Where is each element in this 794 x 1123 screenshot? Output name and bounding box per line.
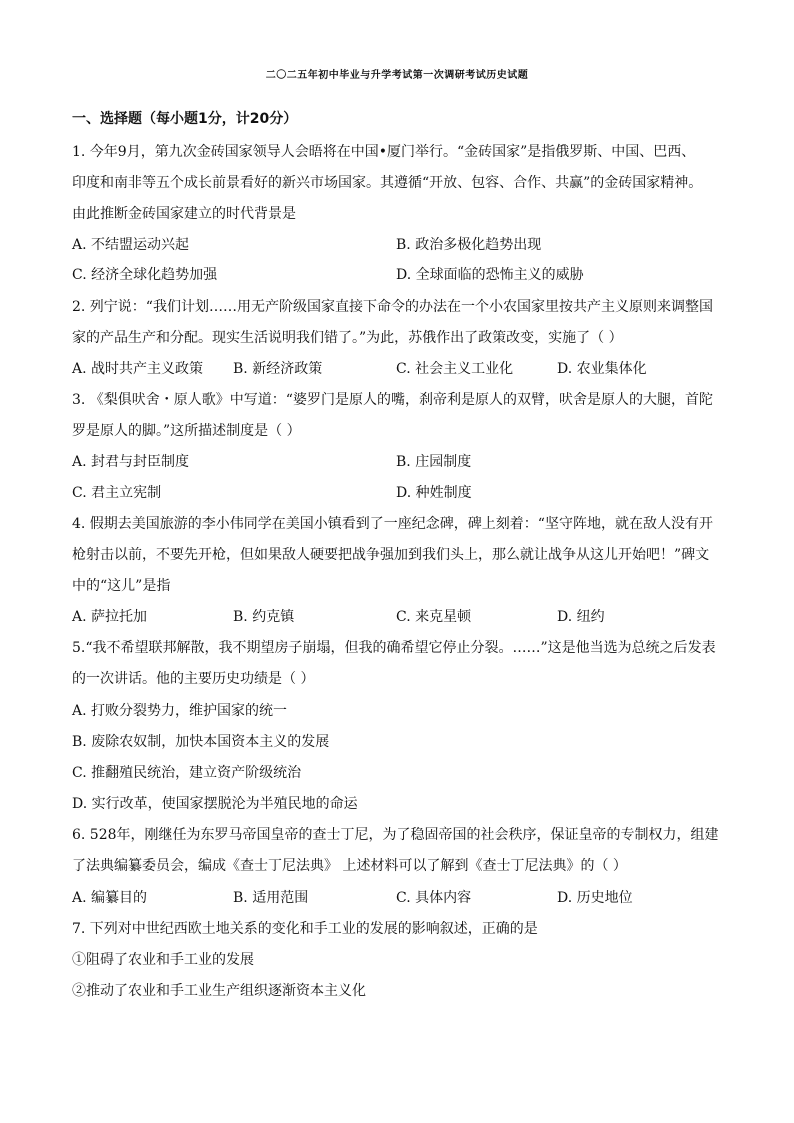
q7-statement-2: ②推动了农业和手工业生产组织逐渐资本主义化 <box>72 983 366 999</box>
q3-option-a: A. 封君与封臣制度 <box>72 454 190 470</box>
q3-option-b: B. 庄园制度 <box>396 454 472 470</box>
q3-option-d: D. 种姓制度 <box>396 485 472 501</box>
q4-option-c: C. 来克星顿 <box>396 609 472 625</box>
q6-option-d: D. 历史地位 <box>557 890 633 906</box>
q5-line-2: 的一次讲话。他的主要历史功绩是（ ） <box>72 671 315 687</box>
q5-option-a: A. 打败分裂势力，维护国家的统一 <box>72 703 288 719</box>
q1-line-1: 1. 今年9月，第九次金砖国家领导人会晤将在中国•厦门举行。“金砖国家”是指俄罗斯、中国、巴西、 <box>72 144 696 160</box>
q4-line-3: 中的“这儿”是指 <box>72 578 171 594</box>
q3-option-c: C. 君主立宪制 <box>72 485 162 501</box>
q5-option-c: C. 推翻殖民统治，建立资产阶级统治 <box>72 765 302 781</box>
q4-line-2: 枪射击以前，不要先开枪，但如果敌人硬要把战争强加到我们头上，那么就让战争从这儿开始吧！”碑文 <box>72 547 710 563</box>
q2-option-c: C. 社会主义工业化 <box>396 361 514 377</box>
q2-line-1: 2. 列宁说：“我们计划……用无产阶级国家直接下命令的办法在一个小农国家里按共产主义原则来调整国 <box>72 299 713 315</box>
q1-option-b: B. 政治多极化趋势出现 <box>396 237 542 253</box>
q3-line-2: 罗是原人的脚。”这所描述制度是（ ） <box>72 423 301 439</box>
q7-line-1: 7. 下列对中世纪西欧土地关系的变化和手工业的发展的影响叙述，正确的是 <box>72 921 538 937</box>
section-heading: 一、选择题（每小题1分，计20分） <box>72 111 298 127</box>
q4-option-d: D. 纽约 <box>557 609 605 625</box>
q6-option-a: A. 编纂目的 <box>72 890 148 906</box>
q6-line-2: 了法典编纂委员会，编成《查士丁尼法典》 上述材料可以了解到《查士丁尼法典》的（ ） <box>72 858 627 874</box>
q2-option-a: A. 战时共产主义政策 <box>72 361 204 377</box>
exam-title: 二〇二五年初中毕业与升学考试第一次调研考试历史试题 <box>265 70 529 81</box>
q4-option-a: A. 萨拉托加 <box>72 609 148 625</box>
q1-option-d: D. 全球面临的恐怖主义的威胁 <box>396 267 584 283</box>
q7-statement-1: ①阻碍了农业和手工业的发展 <box>72 952 254 968</box>
q1-line-2: 印度和南非等五个成长前景看好的新兴市场国家。其遵循“开放、包容、合作、共赢”的金砖国家精神。 <box>72 175 703 191</box>
q4-line-1: 4. 假期去美国旅游的李小伟同学在美国小镇看到了一座纪念碑，碑上刻着：“坚守阵地，就在敌人没有开 <box>72 516 713 532</box>
q1-option-a: A. 不结盟运动兴起 <box>72 237 190 253</box>
q1-option-c: C. 经济全球化趋势加强 <box>72 267 218 283</box>
q6-line-1: 6. 528年，刚继任为东罗马帝国皇帝的查士丁尼，为了稳固帝国的社会秩序，保证皇帝的专制权力，组建 <box>72 827 719 843</box>
q5-line-1: 5.“我不希望联邦解散，我不期望房子崩塌，但我的确希望它停止分裂。……”这是他当选为总统之后发表 <box>72 640 716 656</box>
q6-option-b: B. 适用范围 <box>233 890 309 906</box>
q1-line-3: 由此推断金砖国家建立的时代背景是 <box>72 206 296 222</box>
q2-option-b: B. 新经济政策 <box>233 361 323 377</box>
q3-line-1: 3. 《梨俱吠舍・原人歌》中写道：“婆罗门是原人的嘴，刹帝利是原人的双臂，吠舍是原人的大腿，首陀 <box>72 392 713 408</box>
q4-option-b: B. 约克镇 <box>233 609 295 625</box>
q2-option-d: D. 农业集体化 <box>557 361 647 377</box>
q5-option-b: B. 废除农奴制，加快本国资本主义的发展 <box>72 734 330 750</box>
q2-line-2: 家的产品生产和分配。现实生活说明我们错了。”为此，苏俄作出了政策改变，实施了（ ） <box>72 330 623 346</box>
q5-option-d: D. 实行改革，使国家摆脱沦为半殖民地的命运 <box>72 796 358 812</box>
q6-option-c: C. 具体内容 <box>396 890 472 906</box>
